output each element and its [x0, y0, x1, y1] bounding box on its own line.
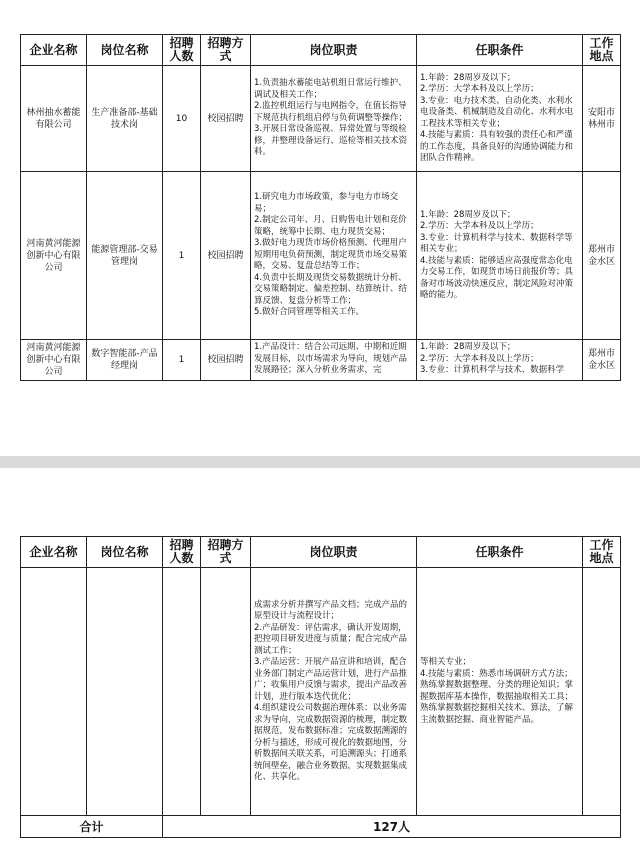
requirement-line: 3.专业：电力技术类、自动化类、水利水电设备类、机械制造及自动化、水利水电工程技术等相关专业； [420, 95, 574, 129]
header-requirements: 任职条件 [417, 35, 583, 66]
company-cell [21, 568, 87, 816]
requirements-cell [417, 340, 583, 381]
requirements-cell [417, 568, 583, 816]
count-cell: 1 [163, 340, 201, 381]
requirements-cell [417, 66, 583, 172]
header-duties: 岗位职责 [251, 35, 417, 66]
total-value: 127人 [163, 816, 621, 838]
position-cell: 能源管理部-交易管理岗 [87, 172, 163, 340]
duties-cell [251, 172, 417, 340]
requirement-line: 2.学历：大学本科及以上学历； [420, 221, 539, 231]
location-cell: 郑州市金水区 [583, 340, 621, 381]
header-position: 岗位名称 [87, 35, 163, 66]
duty-line: 3.产品运营：开展产品宣讲和培训，配合业务部门制定产品运营计划，进行产品推广；收集用户反馈与需求，提出产品改善计划，进行版本迭代优化； [254, 657, 408, 702]
company-cell: 河南黄河能源创新中心有限公司 [21, 172, 87, 340]
header-position: 岗位名称 [87, 537, 163, 568]
company-cell: 林州抽水蓄能有限公司 [21, 66, 87, 172]
duty-line: 2.监控机组运行与电网指令，在值长指导下规范执行机组启停与负荷调整等操作； [254, 101, 408, 123]
location-cell [583, 568, 621, 816]
page-separator [0, 456, 640, 468]
method-cell: 校园招聘 [201, 172, 251, 340]
method-cell: 校园招聘 [201, 340, 251, 381]
duty-line: 1.负责抽水蓄能电站机组日常运行维护、调试及相关工作； [254, 78, 407, 100]
requirement-line: 4.技能与素质：能够适应高强度常态化电力交易工作，如现货市场日前报价等；具备对市场波动快速反应，制定风险对冲策略的能力。 [420, 255, 574, 300]
header-company: 企业名称 [21, 35, 87, 66]
company-cell: 河南黄河能源创新中心有限公司 [21, 340, 87, 381]
duty-line: 1.研究电力市场政策，参与电力市场交易； [254, 192, 399, 214]
position-cell [87, 568, 163, 816]
table-row [21, 340, 621, 381]
location-cell: 郑州市金水区 [583, 172, 621, 340]
requirement-line: 3.专业：计算机科学与技术、数据科学 [420, 365, 565, 375]
header-method: 招聘方式 [201, 537, 251, 568]
requirement-line: 2.学历：大学本科及以上学历； [420, 84, 539, 94]
requirement-line: 2.学历：大学本科及以上学历； [420, 353, 539, 364]
recruitment-table-continued [20, 536, 621, 838]
requirement-line: 等相关专业； [420, 657, 472, 667]
count-cell: 1 [163, 172, 201, 340]
header-requirements: 任职条件 [417, 537, 583, 568]
header-count: 招聘人数 [163, 35, 201, 66]
position-cell: 数字智能部-产品经理岗 [87, 340, 163, 381]
header-row [21, 35, 621, 66]
header-duties: 岗位职责 [251, 537, 417, 568]
duty-line: 1.产品设计：结合公司远期、中期和近期发展目标，以市场需求为导向，规划产品发展路径；深入分析业务需求，完 [254, 342, 408, 375]
header-method: 招聘方式 [201, 35, 251, 66]
document-page-2 [0, 468, 640, 860]
count-cell: 10 [163, 66, 201, 172]
duty-line: 5.做好合同管理等相关工作。 [254, 307, 365, 318]
total-row [21, 816, 621, 838]
location-cell: 安阳市林州市 [583, 66, 621, 172]
requirement-line: 1.年龄：28周岁及以下； [420, 209, 516, 220]
count-cell [163, 568, 201, 816]
table-row [21, 66, 621, 172]
duty-line: 2.制定公司年、月、日购售电计划和竞价策略，统筹中长期、电力现货交易； [254, 215, 407, 237]
duty-line: 3.做好电力现货市场价格预测、代理用户短期用电负荷预测，制定现货市场交易策略，交易、复盘总结等工作； [254, 238, 408, 272]
position-cell: 生产准备部-基础技术岗 [87, 66, 163, 172]
header-count: 招聘人数 [163, 537, 201, 568]
requirements-cell [417, 172, 583, 340]
header-location: 工作地点 [583, 537, 621, 568]
duty-line: 成需求分析并撰写产品文档；完成产品的原型设计与流程设计； [254, 599, 408, 621]
requirement-line: 1.年龄：28周岁及以下； [420, 72, 516, 83]
total-label: 合计 [21, 816, 163, 838]
duty-line: 4.组织建设公司数据治理体系：以业务需求为导向，完成数据资源的梳理，制定数据规范，发布数据标准；完成数据溯源的分析与描述，形成可视化的数据地图，分析数据间关联关系，可追溯源头；打通系统间壁垒，融合业务数据，实现数据集成化、共享化。 [254, 703, 408, 782]
duties-cell [251, 340, 417, 381]
header-location: 工作地点 [583, 35, 621, 66]
table-row-continued [21, 568, 621, 816]
method-cell: 校园招聘 [201, 66, 251, 172]
header-row [21, 537, 621, 568]
method-cell [201, 568, 251, 816]
duties-cell [251, 66, 417, 172]
header-company: 企业名称 [21, 537, 87, 568]
duty-line: 2.产品研发：评估需求，确认开发周期，把控项目研发进度与质量；配合完成产品测试工作； [254, 622, 408, 656]
table-row [21, 172, 621, 340]
duties-cell [251, 568, 417, 816]
requirement-line: 4.技能与素质：熟悉市场调研方式方法；熟练掌握数据整理、分类的理论知识；掌握数据库基本操作，数据抽取相关工具；熟练掌握数据挖掘相关技术、算法，了解主流数据挖掘、商业智能产品。 [420, 668, 574, 725]
requirement-line: 4.技能与素质：具有较强的责任心和严谨的工作态度，具备良好的沟通协调能力和团队合作精神。 [420, 130, 574, 163]
duty-line: 3.开展日常设备巡视、异常处置与等级检修，并整理设备运行、巡检等相关技术资料。 [254, 124, 408, 158]
requirement-line: 1.年龄：28周岁及以下； [420, 342, 516, 352]
recruitment-table [20, 34, 621, 381]
requirement-line: 3.专业：计算机科学与技术、数据科学等相关专业； [420, 232, 573, 254]
duty-line: 4.负责中长期及现货交易数据统计分析、交易策略制定、偏差控制、结算统计、结算反馈、复盘分析等工作； [254, 272, 408, 306]
